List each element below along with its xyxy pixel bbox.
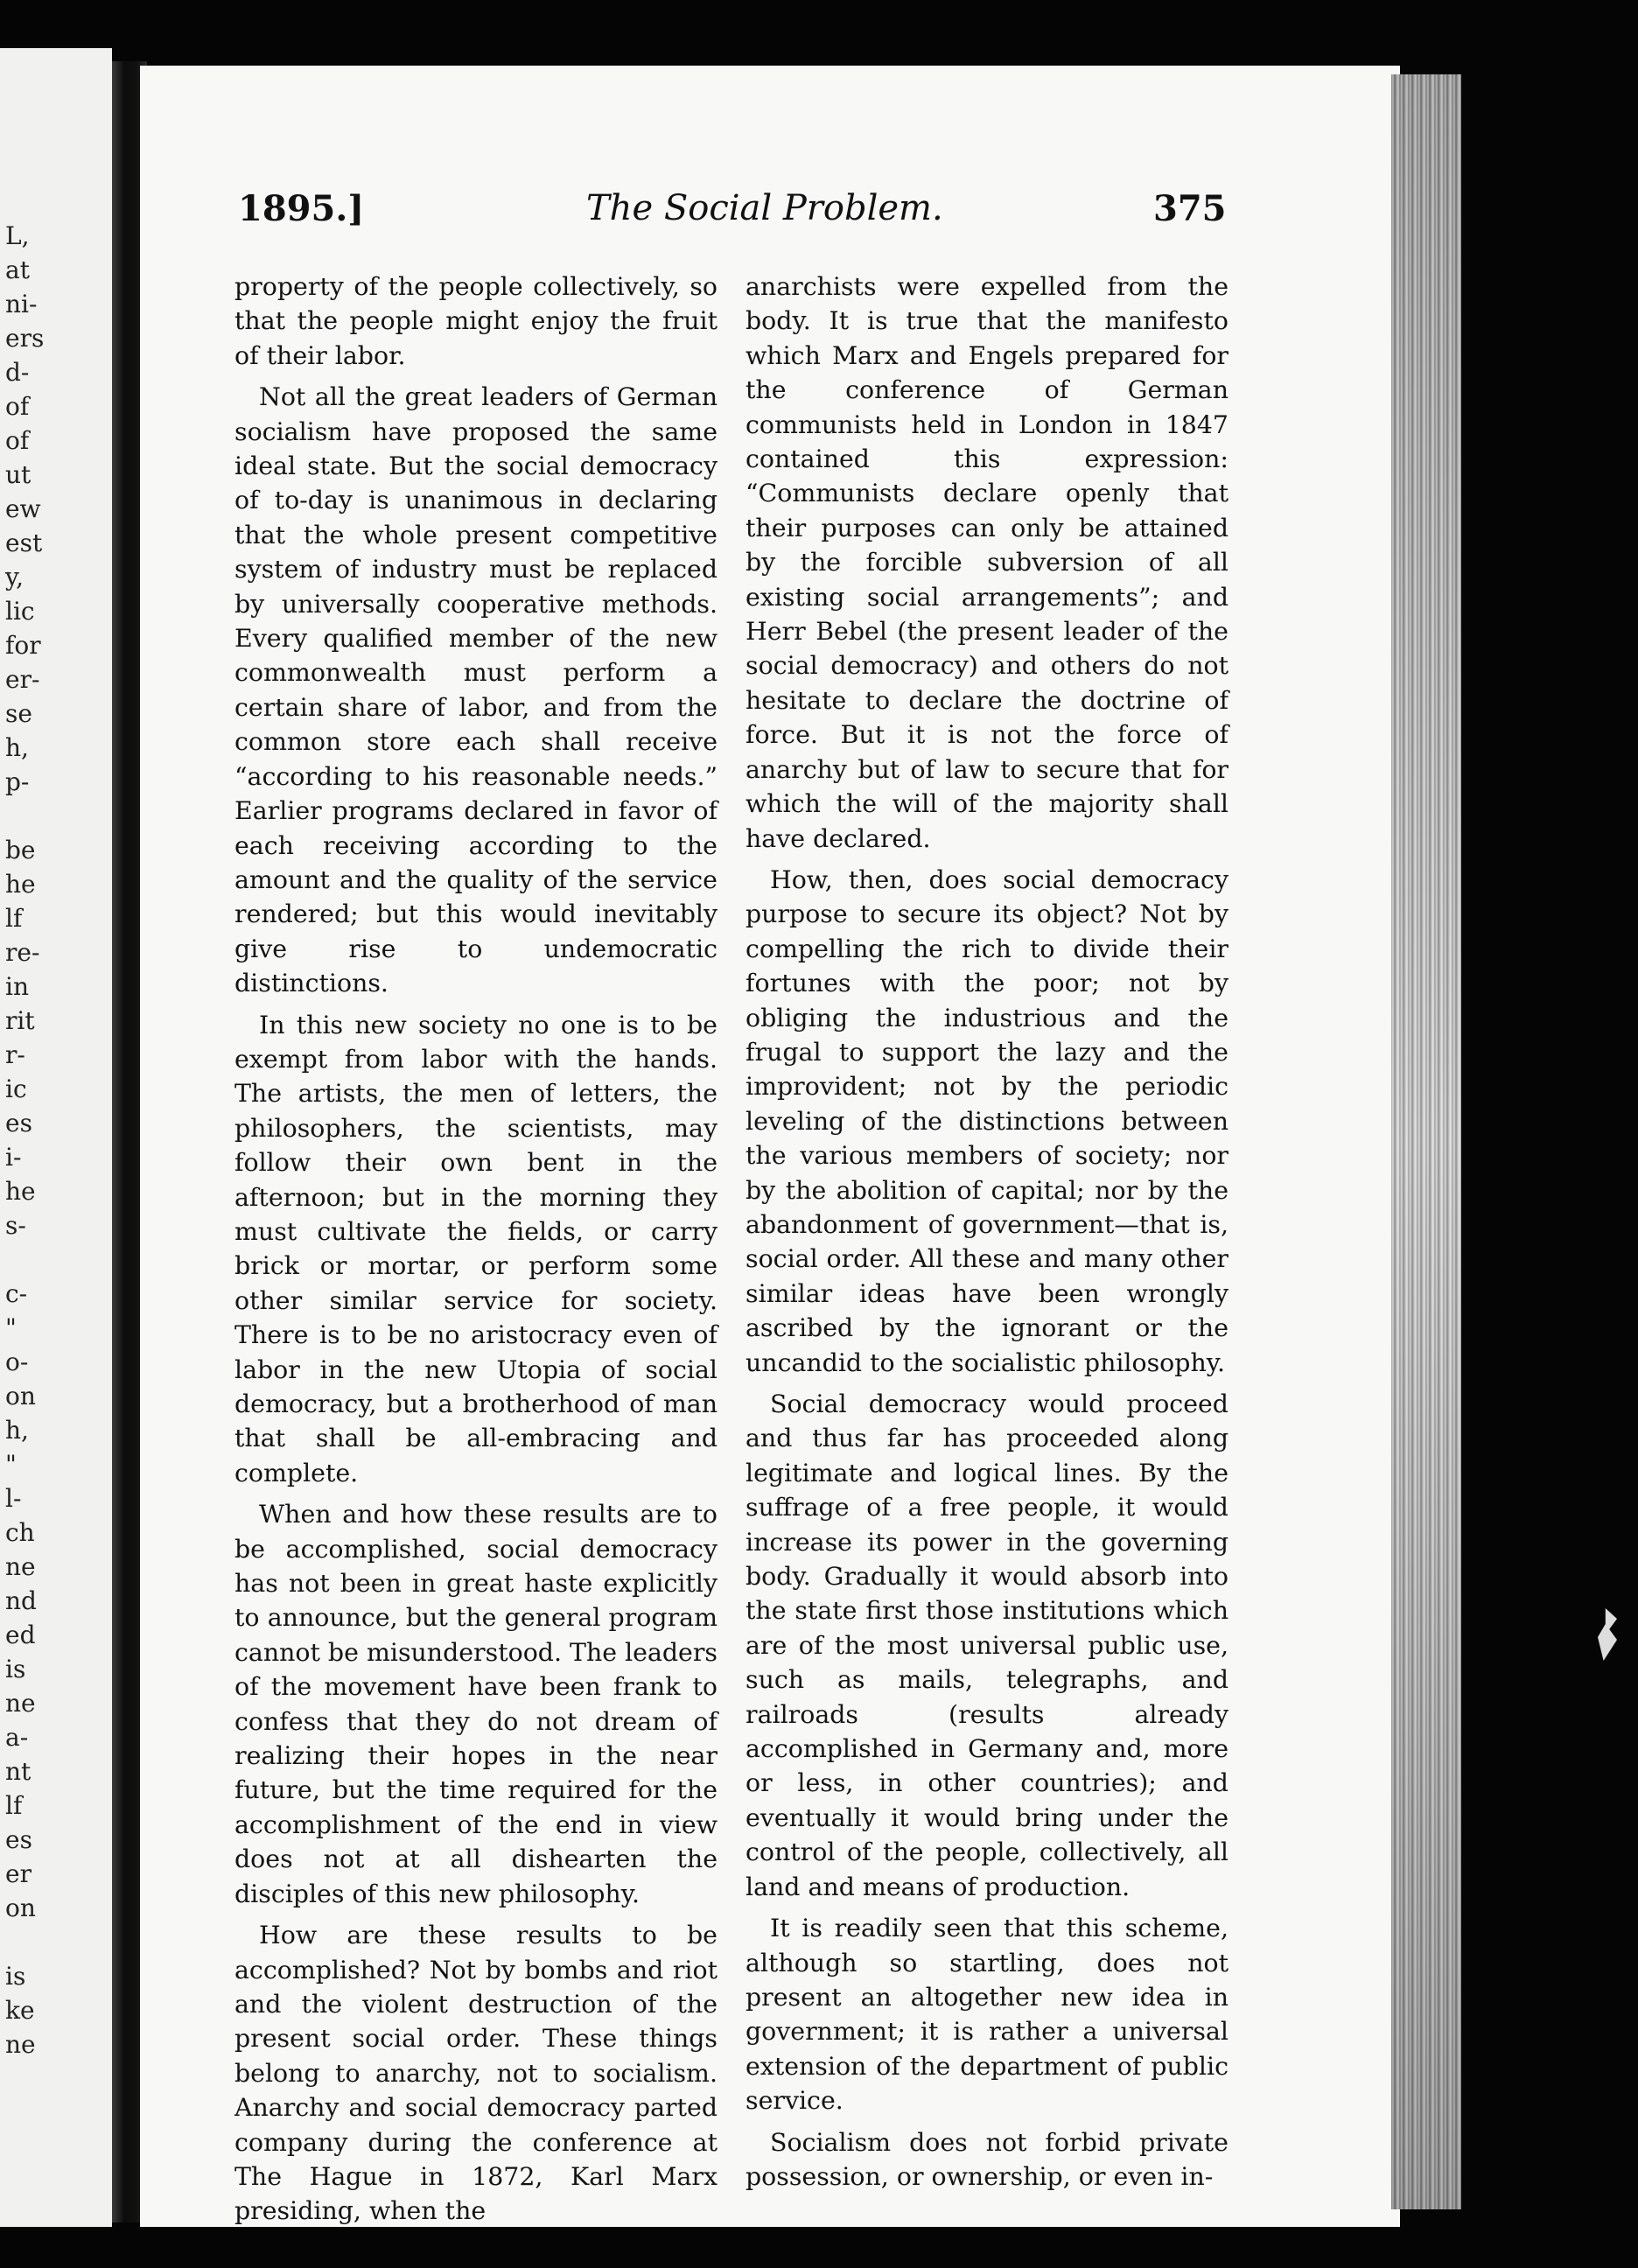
facing-page-line-end: ers: [5, 324, 45, 353]
facing-page-line-end: he: [5, 1177, 36, 1206]
facing-page-line-end: ": [5, 1313, 17, 1342]
paragraph: How are these results to be accomplished? Not by bombs and riot and the violent destruction of the present social order. These things belong to anarchy, not to socialism. Anarchy and social democracy parted company during the conference at The Hague in 1872, Karl Marx presiding, when the: [234, 1921, 718, 2226]
page-edges-shade: [1391, 74, 1461, 2209]
facing-page-line-end: r-: [5, 1040, 25, 1069]
facing-page-line-end: at: [5, 256, 30, 284]
facing-page-line-end: ni-: [5, 290, 38, 318]
facing-page-line-end: er-: [5, 665, 40, 694]
running-head-title: The Social Problem.: [586, 188, 943, 228]
facing-page-line-end: ic: [5, 1074, 27, 1103]
facing-page-line-end: ": [5, 1450, 17, 1479]
page-number: 375: [1153, 188, 1227, 229]
paragraph: property of the people collectively, so that the people might enjoy the fruit of their labor.: [234, 272, 718, 370]
facing-page-line-end: o-: [5, 1348, 29, 1376]
facing-page-line-end: re-: [5, 938, 40, 967]
facing-page-line-end: c-: [5, 1279, 28, 1308]
paragraph: In this new society no one is to be exempt from labor with the hands. The artists, the men of letters, the philosophers, the scientists, may follow their own bent in the afternoon; but in the morning they must cultivate the fields, or carry brick or mortar, or perform some other similar service for society. There is to be no aristocracy even of labor in the new Utopia of social democracy, but a brotherhood of man that shall be all-embracing and complete.: [234, 1010, 718, 1488]
facing-page-line-end: ne: [5, 1689, 36, 1718]
facing-page-line-end: p-: [5, 767, 30, 796]
paragraph: anarchists were expelled from the body. It is true that the manifesto which Marx and Engels prepared for the conference of German communists held in London in 1847 contained this expression: “Communists declare openly that their purposes can only be attained by the forcible subversion of all existing social arrangements”; and Herr Bebel (the present leader of the social democracy) and others do not hesitate to declare the doctrine of force. But it is not the force of anarchy but of law to secure that for which the will of the majority shall have declared.: [746, 272, 1228, 853]
facing-page-line-end: nd: [5, 1586, 37, 1615]
paragraph: Socialism does not forbid private possession, or ownership, or even in-: [746, 2127, 1228, 2191]
facing-page-line-end: L,: [5, 221, 30, 250]
facing-page-line-end: lf: [5, 1791, 23, 1820]
text-column-right: [746, 270, 1228, 2194]
facing-page-line-end: is: [5, 1655, 26, 1684]
facing-page-line-end: in: [5, 972, 29, 1001]
paragraph: Not all the great leaders of German socialism have proposed the same ideal state. But the social democracy of to-day is unanimous in declaring that the whole present competitive system of industry must be replaced by universally cooperative methods. Every qualified member of the new commonwealth must perform a certain share of labor, and from the common store each shall receive “according to his reasonable needs.” Earlier programs declared in favor of each receiving according to the amount and the quality of the service rendered; but this would inevitably give rise to undemocratic distinctions.: [234, 382, 718, 998]
facing-page-line-end: nt: [5, 1757, 32, 1786]
facing-page-line-end: d-: [5, 358, 30, 387]
facing-page-line-end: ch: [5, 1518, 35, 1547]
facing-page-line-end: ed: [5, 1620, 36, 1649]
facing-page-line-end: of: [5, 392, 30, 421]
paragraph: It is readily seen that this scheme, although so startling, does not present an altogether new idea in government; it is rather a universal extension of the department of public service.: [746, 1914, 1228, 2116]
facing-page-fragment: [0, 48, 112, 2227]
facing-page-line-end: ne: [5, 1552, 36, 1581]
facing-page-line-end: h,: [5, 733, 29, 762]
facing-page-line-end: he: [5, 870, 36, 899]
text-column-left: [234, 270, 718, 2229]
facing-page-line-end: h,: [5, 1416, 29, 1445]
paragraph: How, then, does social democracy purpose to secure its object? Not by compelling the rich to divide their fortunes with the poor; not by obliging the industrious and the frugal to support the lazy and the improvident; not by the periodic leveling of the distinctions between the various members of society; nor by the abolition of capital; nor by the abandonment of government—that is, social order. All these and many other similar ideas have been wrongly ascribed by the ignorant or the uncandid to the socialistic philosophy.: [746, 864, 1228, 1377]
facing-page-line-end: l-: [5, 1484, 22, 1513]
facing-page-line-end: ne: [5, 2030, 36, 2059]
facing-page-line-end: se: [5, 699, 32, 728]
facing-page-line-end: ut: [5, 460, 32, 489]
facing-page-line-end: er: [5, 1859, 32, 1888]
facing-page-line-end: on: [5, 1894, 36, 1922]
facing-page-line-end: i-: [5, 1143, 22, 1172]
facing-page-line-end: is: [5, 1962, 26, 1991]
facing-page-line-end: lf: [5, 904, 23, 933]
facing-page-line-end: es: [5, 1825, 32, 1854]
facing-page-line-end: be: [5, 836, 36, 864]
facing-page-line-end: lic: [5, 597, 35, 626]
facing-page-line-end: on: [5, 1382, 36, 1410]
paragraph: When and how these results are to be accomplished, social democracy has not been in great haste explicitly to announce, but the general program cannot be misunderstood. The leaders of the movement have been frank to confess that they do not dream of realizing their hopes in the near future, but the time required for the accomplishment of the end in view does not at all dishearten the disciples of this new philosophy.: [234, 1500, 718, 1908]
facing-page-line-end: y,: [5, 563, 24, 592]
bookmark-tab: [1598, 1608, 1617, 1661]
facing-page-line-end: es: [5, 1109, 32, 1138]
facing-page-line-end: ew: [5, 494, 41, 523]
facing-page-line-end: ke: [5, 1996, 35, 2025]
facing-page-line-end: est: [5, 528, 43, 557]
paragraph: Social democracy would proceed and thus far has proceeded along legitimate and logical lines. By the suffrage of a free people, it would increase its power in the governing body. Gradually it would absorb into the state first those institutions which are of the most universal public use, such as mails, telegraphs, and railroads (results already accomplished in Germany and, more or less, in other countries); and eventually it would bring under the control of the people, collectively, all land and means of production.: [746, 1390, 1228, 1901]
facing-page-line-end: of: [5, 426, 30, 455]
facing-page-line-end: a-: [5, 1723, 29, 1752]
facing-page-line-end: for: [5, 631, 41, 660]
facing-page-line-end: rit: [5, 1006, 35, 1035]
running-head-year: 1895.]: [238, 188, 365, 229]
facing-page-line-end: s-: [5, 1211, 26, 1240]
